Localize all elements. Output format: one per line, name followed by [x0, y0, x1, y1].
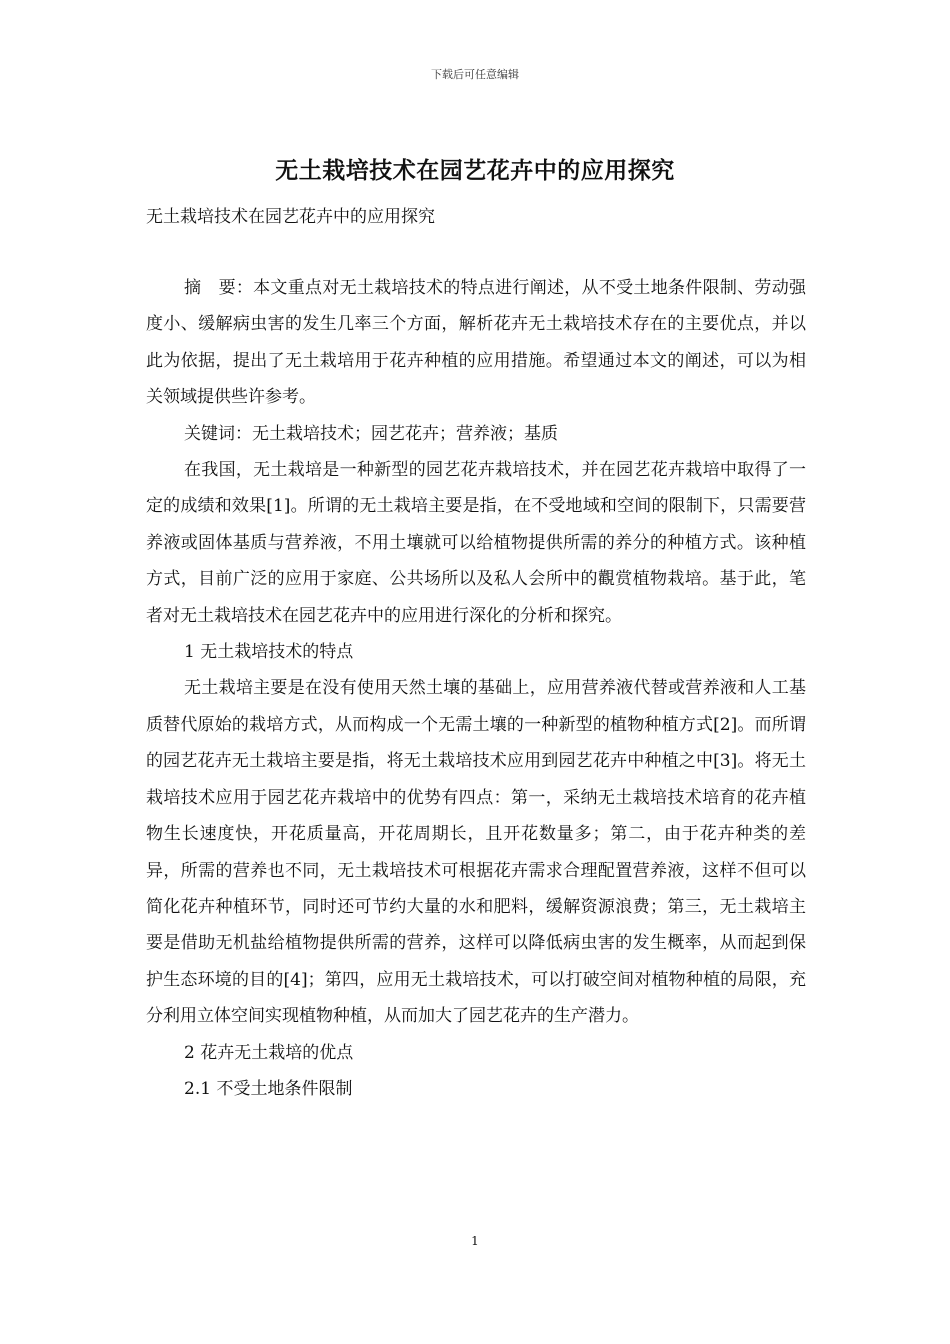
section-1-heading: 1 无土栽培技术的特点 — [184, 642, 354, 663]
abstract-paragraph: 摘 要：本文重点对无土栽培技术的特点进行阐述，从不受土地条件限制、劳动强度小、缓解病虫害的发生几率三个方面，解析花卉无土栽培技术存在的主要优点，并以此为依据，提出了无土栽培用于花卉种植的应用措施。希望通过本文的阐述，可以为相关领域提供些许参考。 — [146, 278, 806, 408]
header-note: 下载后可任意编辑 — [431, 68, 519, 81]
section-2-heading: 2 花卉无土栽培的优点 — [184, 1042, 354, 1063]
document-body — [146, 270, 806, 1107]
document-title: 无土栽培技术在园艺花卉中的应用探究 — [275, 157, 675, 184]
keywords-paragraph: 关键词：无土栽培技术；园艺花卉；营养液；基质 — [184, 423, 558, 444]
document-subtitle: 无土栽培技术在园艺花卉中的应用探究 — [146, 207, 435, 227]
section-1-paragraph: 无土栽培主要是在没有使用天然土壤的基础上，应用营养液代替或营养液和人工基质替代原始的栽培方式，从而构成一个无需土壤的一种新型的植物种植方式[2]。而所谓的园艺花卉无土栽培主要是指，将无土栽培技术应用到园艺花卉中种植之中[3]。将无土栽培技术应用于园艺花卉栽培中的优势有四点：第一，采纳无土栽培技术培育的花卉植物生长速度快，开花质量高，开花周期长，且开花数量多；第二，由于花卉种类的差异，所需的营养也不同，无土栽培技术可根据花卉需求合理配置营养液，这样不但可以简化花卉种植环节，同时还可节约大量的水和肥料，缓解资源浪费；第三，无土栽培主要是借助无机盐给植物提供所需的营养，这样可以降低病虫害的发生概率，从而起到保护生态环境的目的[4]；第四，应用无土栽培技术，可以打破空间对植物种植的局限，充分利用立体空间实现植物种植，从而加大了园艺花卉的生产潜力。 — [146, 678, 806, 1027]
intro-paragraph: 在我国，无土栽培是一种新型的园艺花卉栽培技术，并在园艺花卉栽培中取得了一定的成绩和效果[1]。所谓的无土栽培主要是指，在不受地域和空间的限制下，只需要营养液或固体基质与营养液，不用土壤就可以给植物提供所需的养分的种植方式。该种植方式，目前广泛的应用于家庭、公共场所以及私人会所中的觀赏植物栽培。基于此，笔者对无土栽培技术在园艺花卉中的应用进行深化的分析和探究。 — [146, 460, 806, 626]
page-number: 1 — [471, 1234, 479, 1248]
section-2-1-heading: 2.1 不受土地条件限制 — [184, 1078, 353, 1099]
